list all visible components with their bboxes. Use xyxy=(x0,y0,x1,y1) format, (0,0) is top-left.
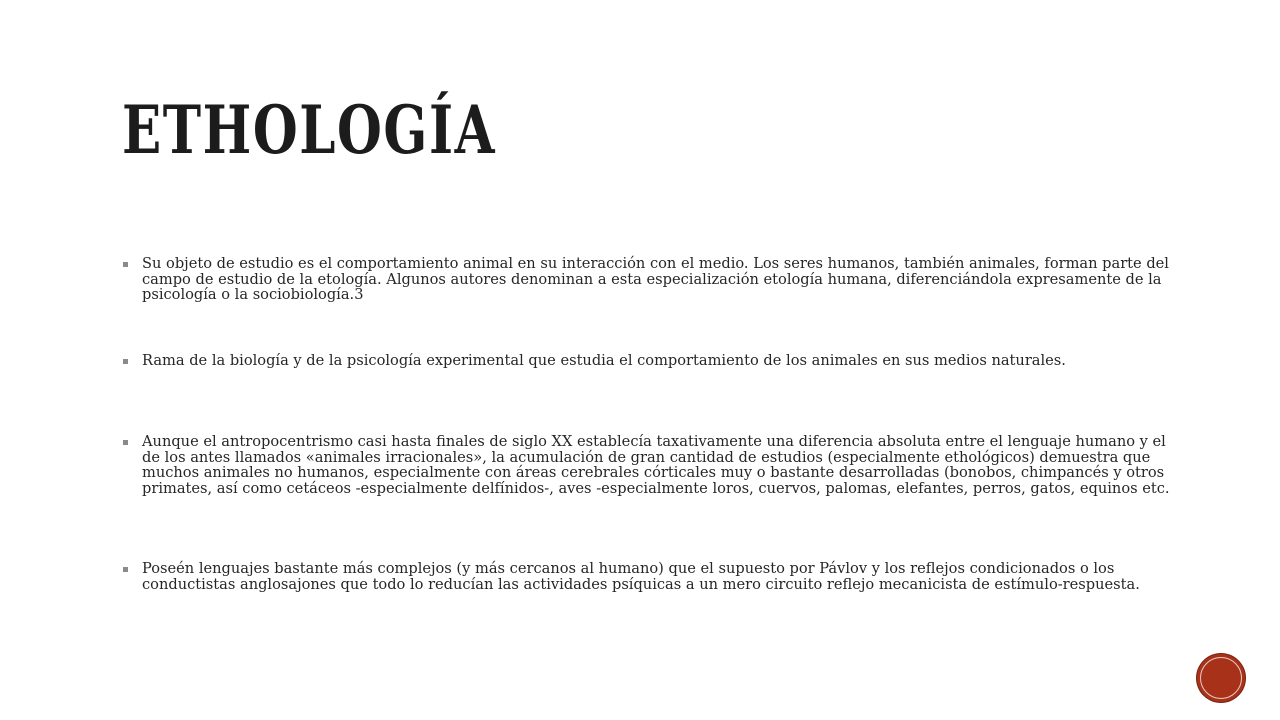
square-bullet-icon xyxy=(123,359,128,364)
bullet-item xyxy=(120,561,1170,609)
square-bullet-icon xyxy=(123,440,128,445)
bullet-text: Poseén lenguajes bastante más complejos (y más cercanos al humano) que el supuesto por Pávlov y los reflejos condicionados o los conductistas anglosajones que todo lo reducían las actividades psíquicas a un mero circuito reflejo mecanicista de estímulo-respuesta. xyxy=(142,560,1140,593)
bullet-list xyxy=(120,256,1170,609)
bullet-text: Rama de la biología y de la psicología experimental que estudia el comportamiento de los animales en sus medios naturales. xyxy=(142,352,1066,369)
bullet-text: Aunque el antropocentrismo casi hasta finales de siglo XX establecía taxativamente una diferencia absoluta entre el lenguaje humano y el de los antes llamados «animales irracionales», la acumulación de gran cantidad de estudios (especialmente ethológicos) demuestra que muchos animales no humanos, especialmente con áreas cerebrales córticales muy o bastante desarrolladas (bonobos, chimpancés y otros primates, así como cetáceos -especialmente delfínidos-, aves -especialmente loros, cuervos, palomas, elefantes, perros, gatos, equinos etc. xyxy=(142,433,1170,497)
square-bullet-icon xyxy=(123,567,128,572)
square-bullet-icon xyxy=(123,262,128,267)
bullet-text: Su objeto de estudio es el comportamiento animal en su interacción con el medio. Los seres humanos, también animales, forman parte del campo de estudio de la etología. Algunos autores denominan a esta especialización etología humana, diferenciándola expresamente de la psicología o la sociobiología.3 xyxy=(142,255,1169,304)
bullet-item xyxy=(120,434,1170,561)
slide-title: ETHOLOGÍA xyxy=(122,91,497,169)
circle-badge-icon xyxy=(1197,654,1245,702)
bullet-item xyxy=(120,256,1170,353)
bullet-item xyxy=(120,353,1170,434)
